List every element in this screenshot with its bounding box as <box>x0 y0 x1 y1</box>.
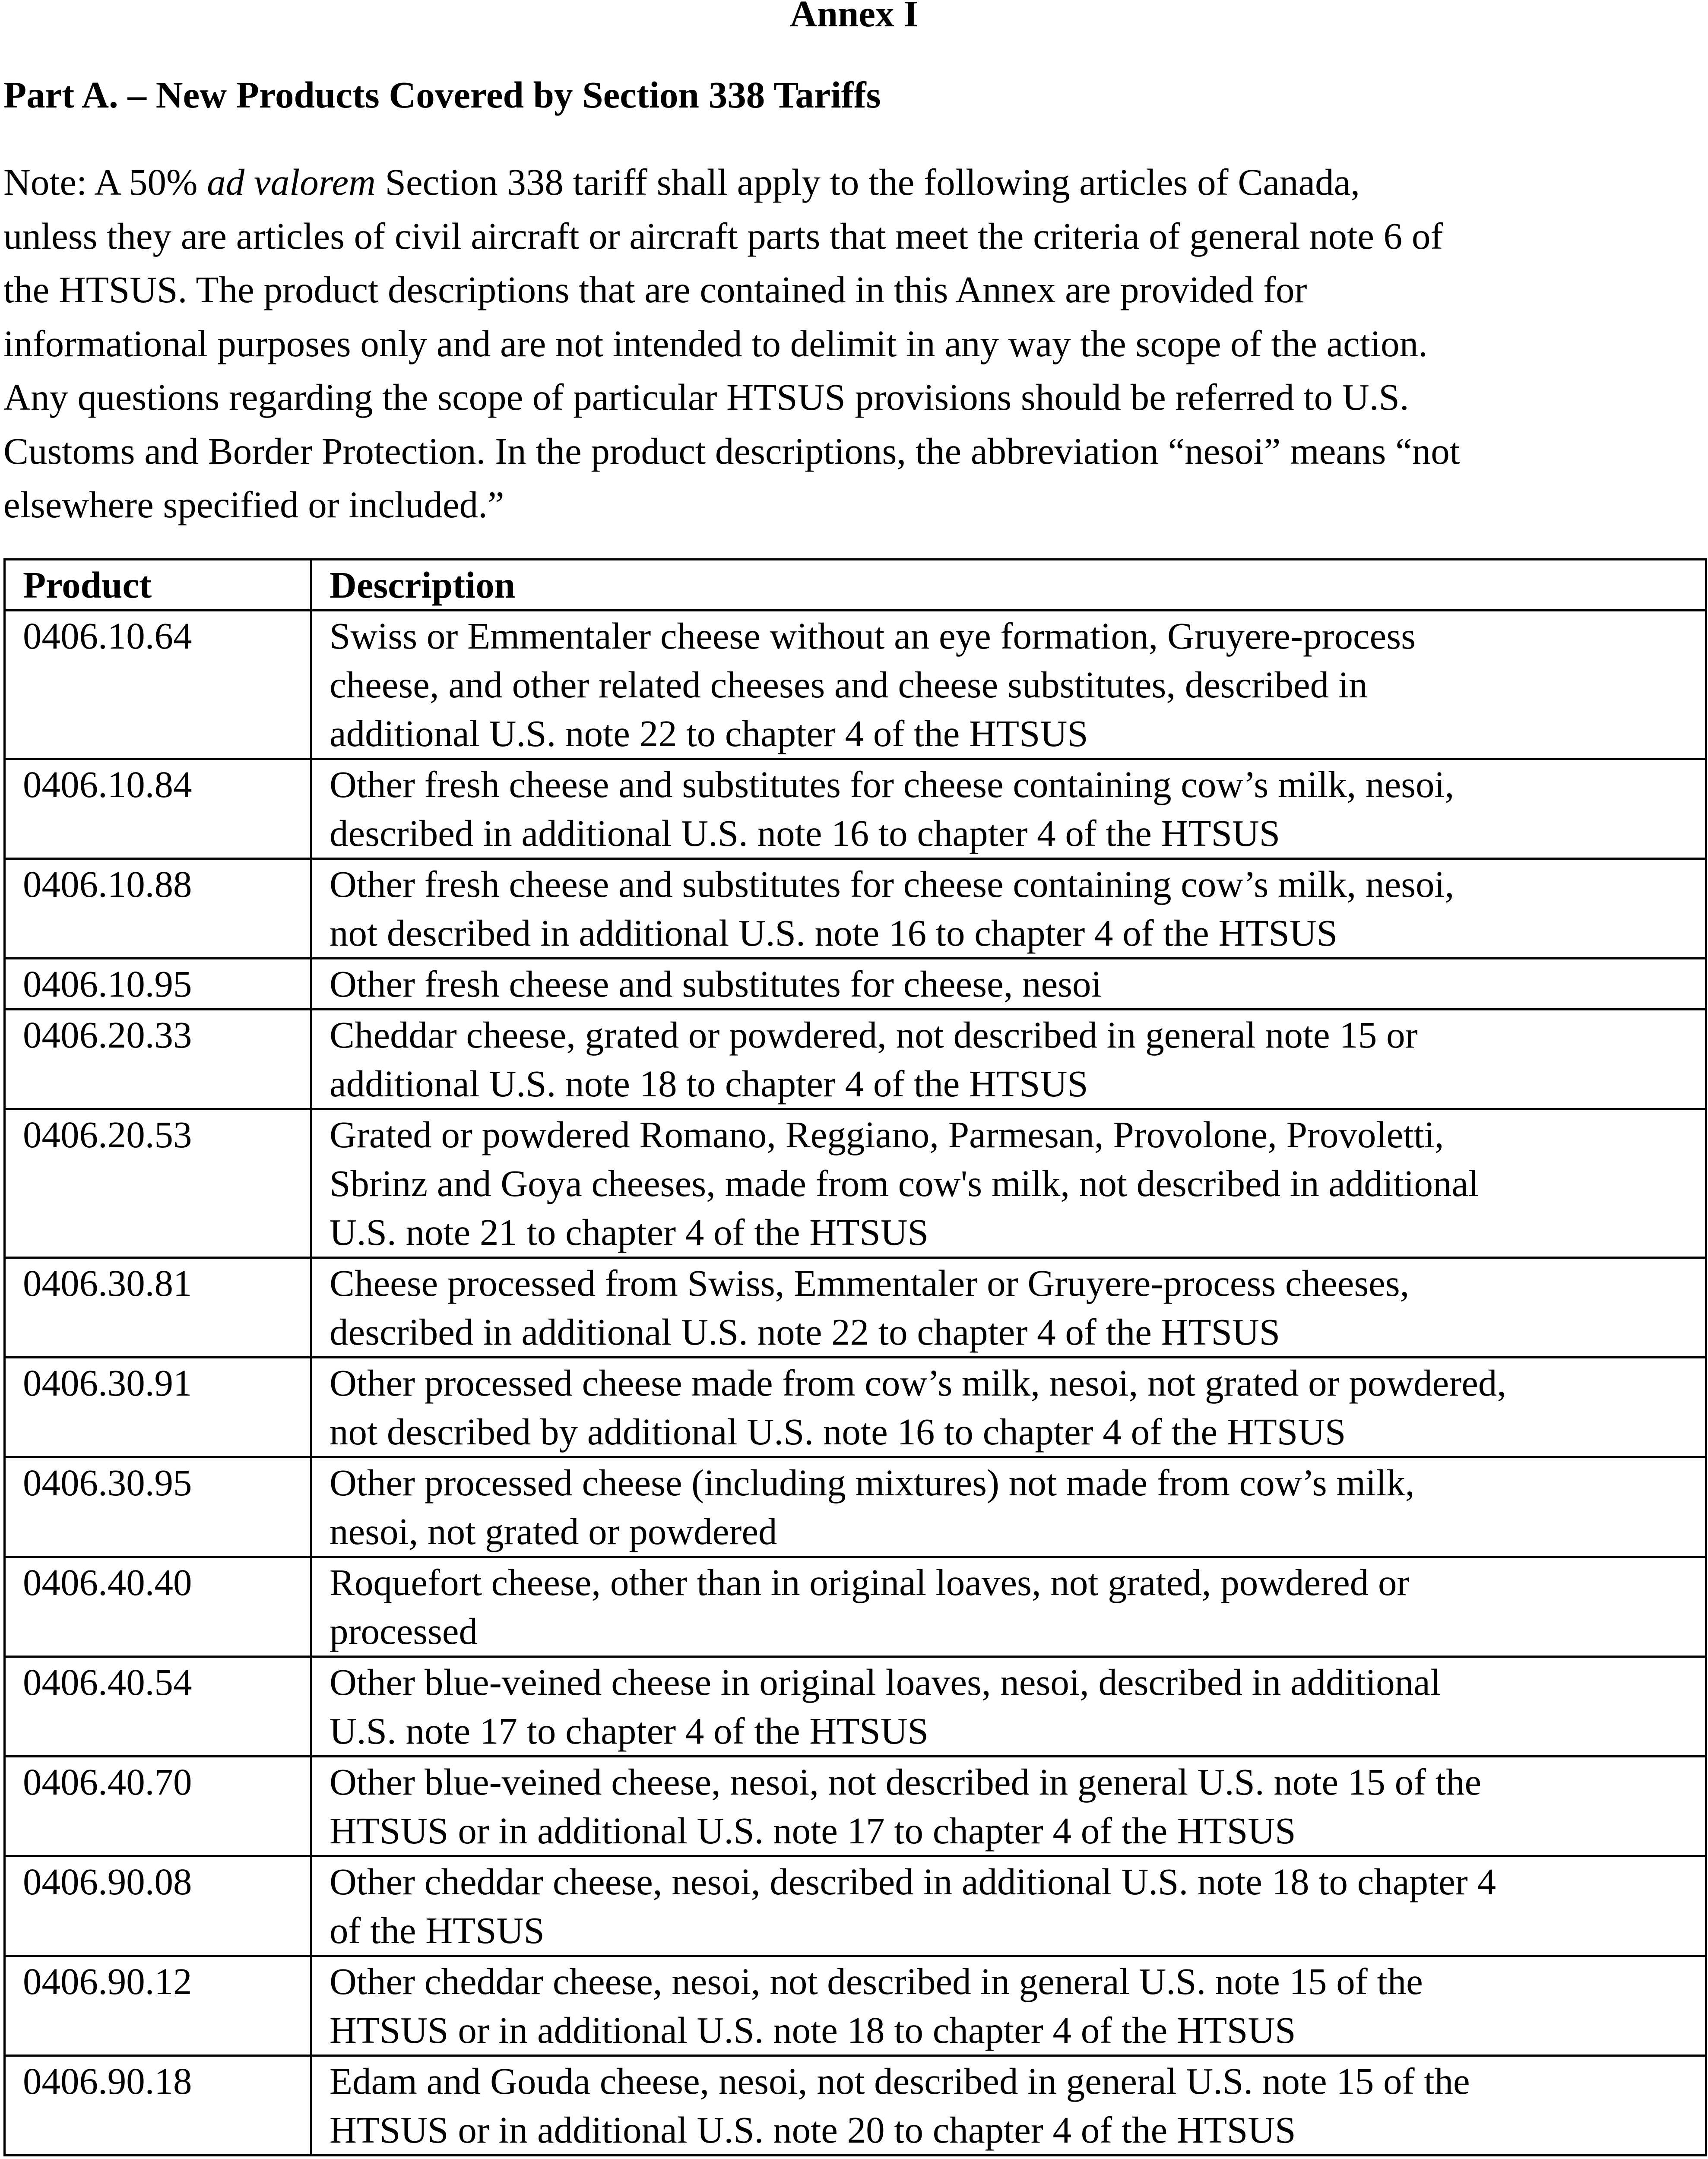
description-line: Other fresh cheese and substitutes for cheese containing cow’s milk, nesoi, <box>330 863 1454 905</box>
product-code-cell: 0406.40.70 <box>5 1757 311 1856</box>
table-row <box>5 611 1706 759</box>
description-line: cheese, and other related cheeses and cheese substitutes, described in <box>330 664 1368 706</box>
product-code-cell: 0406.10.88 <box>5 859 311 959</box>
note-italic-term: ad valorem <box>207 161 376 203</box>
description-line: Other cheddar cheese, nesoi, not described in general U.S. note 15 of the <box>330 1960 1423 2002</box>
product-code-cell: 0406.40.40 <box>5 1557 311 1657</box>
description-cell <box>311 1358 1706 1457</box>
description-cell <box>311 1258 1706 1358</box>
product-code-cell: 0406.40.54 <box>5 1657 311 1757</box>
product-code-cell: 0406.90.18 <box>5 2056 311 2156</box>
note-line: informational purposes only and are not intended to delimit in any way the scope of the action. <box>3 322 1428 364</box>
description-cell <box>311 1557 1706 1657</box>
products-table <box>3 558 1707 2156</box>
description-line: Other cheddar cheese, nesoi, described in additional U.S. note 18 to chapter 4 <box>330 1861 1496 1903</box>
table-row <box>5 2056 1706 2156</box>
description-line: of the HTSUS <box>330 1909 545 1951</box>
part-title: Part A. – New Products Covered by Section 338 Tariffs <box>3 74 881 116</box>
description-line: HTSUS or in additional U.S. note 18 to chapter 4 of the HTSUS <box>330 2009 1296 2051</box>
description-cell <box>311 859 1706 959</box>
table-row <box>5 1956 1706 2056</box>
description-line: U.S. note 17 to chapter 4 of the HTSUS <box>330 1710 928 1752</box>
description-line: Cheese processed from Swiss, Emmentaler or Gruyere-process cheeses, <box>330 1262 1410 1304</box>
description-cell <box>311 1010 1706 1109</box>
product-code-cell: 0406.30.95 <box>5 1457 311 1557</box>
description-cell <box>311 1657 1706 1757</box>
description-line: not described by additional U.S. note 16 to chapter 4 of the HTSUS <box>330 1411 1346 1453</box>
product-code-cell: 0406.30.81 <box>5 1258 311 1358</box>
note-line: Any questions regarding the scope of particular HTSUS provisions should be referred to U.S. <box>3 376 1409 418</box>
description-line: Other blue-veined cheese, nesoi, not described in general U.S. note 15 of the <box>330 1761 1482 1803</box>
description-cell <box>311 1457 1706 1557</box>
product-code-cell: 0406.20.33 <box>5 1010 311 1109</box>
note-line: Customs and Border Protection. In the product descriptions, the abbreviation “nesoi” means “not <box>3 430 1460 472</box>
description-line: nesoi, not grated or powdered <box>330 1510 777 1552</box>
note-line1-suffix: Section 338 tariff shall apply to the following articles of Canada, <box>375 161 1360 203</box>
table-body <box>5 611 1706 2156</box>
description-line: additional U.S. note 22 to chapter 4 of the HTSUS <box>330 712 1088 754</box>
table-row <box>5 1856 1706 1956</box>
product-code-cell: 0406.30.91 <box>5 1358 311 1457</box>
description-line: additional U.S. note 18 to chapter 4 of the HTSUS <box>330 1063 1088 1105</box>
product-code-cell: 0406.90.12 <box>5 1956 311 2056</box>
description-line: Sbrinz and Goya cheeses, made from cow's milk, not described in additional <box>330 1162 1479 1204</box>
table-row <box>5 1557 1706 1657</box>
note-line <box>3 155 1701 209</box>
description-line: Other fresh cheese and substitutes for cheese containing cow’s milk, nesoi, <box>330 763 1454 805</box>
description-line: Cheddar cheese, grated or powdered, not described in general note 15 or <box>330 1014 1418 1056</box>
product-code-cell: 0406.10.84 <box>5 759 311 859</box>
description-line: Grated or powdered Romano, Reggiano, Parmesan, Provolone, Provoletti, <box>330 1114 1444 1155</box>
description-line: processed <box>330 1610 478 1652</box>
description-line: Other fresh cheese and substitutes for cheese, nesoi <box>330 963 1102 1005</box>
description-cell <box>311 959 1706 1010</box>
description-line: Roquefort cheese, other than in original loaves, not grated, powdered or <box>330 1561 1410 1603</box>
description-line: HTSUS or in additional U.S. note 20 to chapter 4 of the HTSUS <box>330 2109 1296 2151</box>
product-code-cell: 0406.20.53 <box>5 1109 311 1258</box>
description-cell <box>311 2056 1706 2156</box>
table-row <box>5 1258 1706 1358</box>
description-line: not described in additional U.S. note 16 to chapter 4 of the HTSUS <box>330 912 1338 954</box>
description-cell <box>311 611 1706 759</box>
table-row <box>5 1010 1706 1109</box>
note-line: elsewhere specified or included.” <box>3 484 504 526</box>
description-cell <box>311 759 1706 859</box>
table-row <box>5 1457 1706 1557</box>
description-cell <box>311 1856 1706 1956</box>
note-line1-prefix: Note: A 50% <box>3 161 207 203</box>
description-line: Other processed cheese made from cow’s milk, nesoi, not grated or powdered, <box>330 1362 1507 1404</box>
description-line: described in additional U.S. note 22 to chapter 4 of the HTSUS <box>330 1311 1280 1353</box>
table-row <box>5 959 1706 1010</box>
description-line: described in additional U.S. note 16 to chapter 4 of the HTSUS <box>330 812 1280 854</box>
table-row <box>5 1657 1706 1757</box>
description-line: Other blue-veined cheese in original loaves, nesoi, described in additional <box>330 1661 1441 1703</box>
description-line: U.S. note 21 to chapter 4 of the HTSUS <box>330 1211 928 1253</box>
table-row <box>5 859 1706 959</box>
note-line: the HTSUS. The product descriptions that are contained in this Annex are provided for <box>3 269 1307 310</box>
product-column-header: Product <box>5 560 311 611</box>
product-code-cell: 0406.10.64 <box>5 611 311 759</box>
table-row <box>5 759 1706 859</box>
table-row <box>5 1109 1706 1258</box>
note-paragraph <box>3 155 1701 532</box>
table-header-row <box>5 560 1706 611</box>
description-column-header: Description <box>311 560 1706 611</box>
note-line: unless they are articles of civil aircraft or aircraft parts that meet the criteria of general note 6 of <box>3 215 1443 257</box>
table-row <box>5 1757 1706 1856</box>
annex-title: Annex I <box>789 0 919 35</box>
description-line: HTSUS or in additional U.S. note 17 to chapter 4 of the HTSUS <box>330 1810 1296 1852</box>
product-code-cell: 0406.90.08 <box>5 1856 311 1956</box>
table-row <box>5 1358 1706 1457</box>
description-cell <box>311 1956 1706 2056</box>
description-cell <box>311 1109 1706 1258</box>
product-code-cell: 0406.10.95 <box>5 959 311 1010</box>
description-cell <box>311 1757 1706 1856</box>
description-line: Swiss or Emmentaler cheese without an eye formation, Gruyere-process <box>330 615 1416 657</box>
description-line: Other processed cheese (including mixtures) not made from cow’s milk, <box>330 1462 1415 1504</box>
description-line: Edam and Gouda cheese, nesoi, not described in general U.S. note 15 of the <box>330 2060 1470 2102</box>
